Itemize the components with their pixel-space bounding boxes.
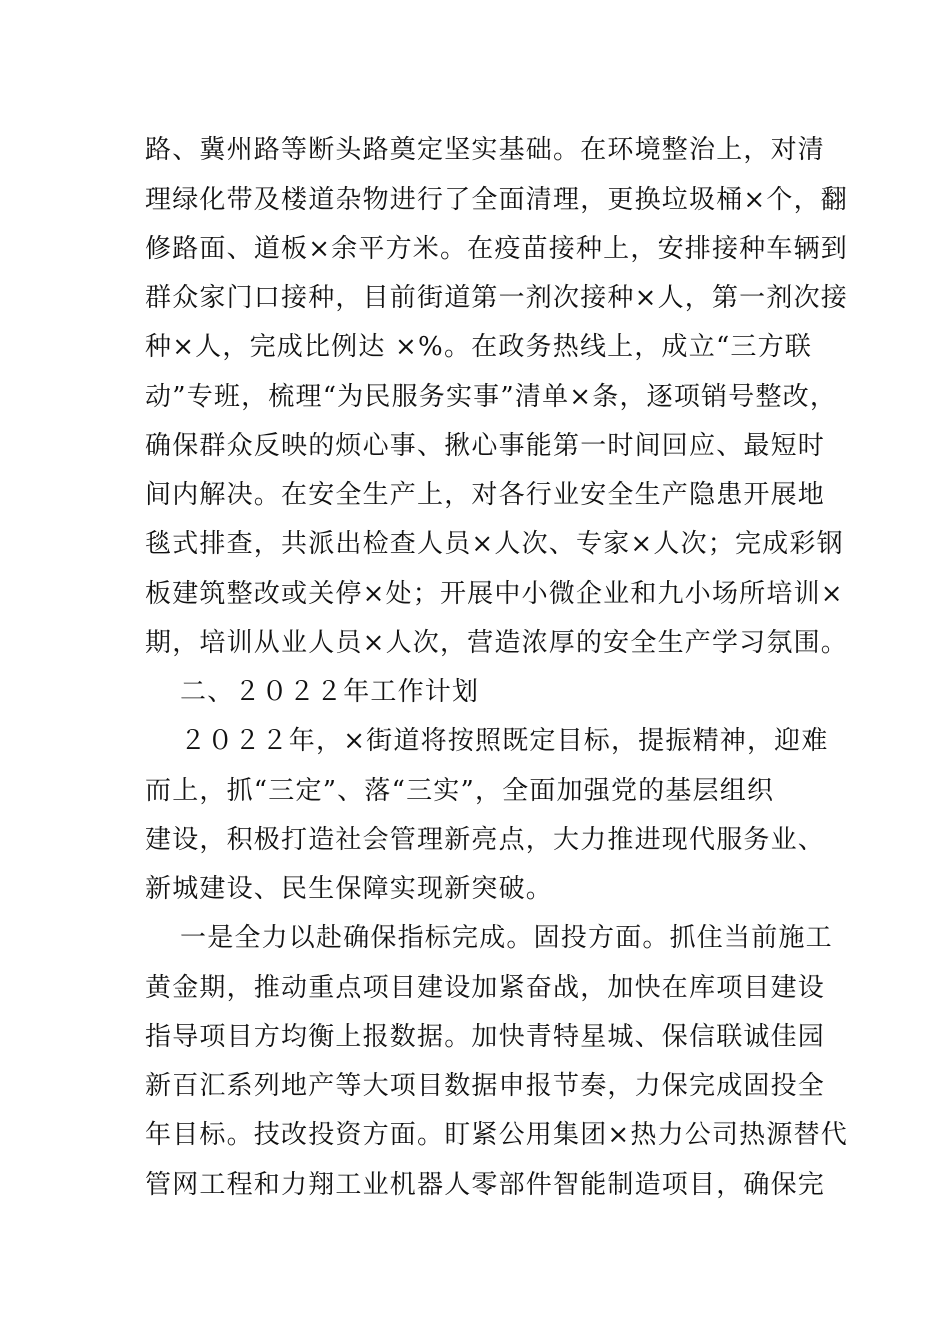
body-line: 动”专班，梳理“为民服务实事”清单×条，逐项销号整改，: [145, 382, 838, 412]
body-line: 年目标。技改投资方面。盯紧公用集团×热力公司热源替代: [145, 1120, 848, 1150]
body-line: 建设，积极打造社会管理新亮点，大力推进现代服务业、: [145, 825, 826, 855]
body-line: 期，培训从业人员×人次，营造浓厚的安全生产学习氛围。: [145, 628, 848, 658]
body-line: 确保群众反映的烦心事、揪心事能第一时间回应、最短时: [145, 431, 826, 461]
body-line: 一是全力以赴确保指标完成。固投方面。抓住当前施工: [180, 923, 833, 953]
body-line: 种×人，完成比例达 ×%。在政务热线上，成立“三方联: [145, 332, 813, 362]
body-line: 理绿化带及楼道杂物进行了全面清理，更换垃圾桶×个，翻: [145, 185, 848, 215]
body-line: 指导项目方均衡上报数据。加快青特星城、保信联诚佳园: [145, 1022, 826, 1052]
body-line: 新百汇系列地产等大项目数据申报节奏，力保完成固投全: [145, 1071, 826, 1101]
body-line: 管网工程和力翔工业机器人零部件智能制造项目，确保完: [145, 1170, 826, 1200]
body-line: 群众家门口接种，目前街道第一剂次接种×人，第一剂次接: [145, 283, 848, 313]
body-line: 黄金期，推动重点项目建设加紧奋战，加快在库项目建设: [145, 973, 826, 1003]
body-line: 毯式排查，共派出检查人员×人次、专家×人次；完成彩钢: [145, 529, 844, 559]
body-line: 新城建设、民生保障实现新突破。: [145, 874, 554, 904]
body-line: 路、冀州路等断头路奠定坚实基础。在环境整治上，对清: [145, 135, 826, 165]
body-line: 而上，抓“三定”、落“三实”，全面加强党的基层组织: [145, 776, 775, 806]
body-line: ２０２２年，×街道将按照既定目标，提振精神，迎难: [180, 726, 829, 756]
section-heading: 二、２０２２年工作计划: [180, 677, 480, 707]
body-line: 修路面、道板×余平方米。在疫苗接种上，安排接种车辆到: [145, 234, 848, 264]
body-line: 板建筑整改或关停×处；开展中小微企业和九小场所培训×: [145, 579, 844, 609]
body-line: 间内解决。在安全生产上，对各行业安全生产隐患开展地: [145, 480, 826, 510]
